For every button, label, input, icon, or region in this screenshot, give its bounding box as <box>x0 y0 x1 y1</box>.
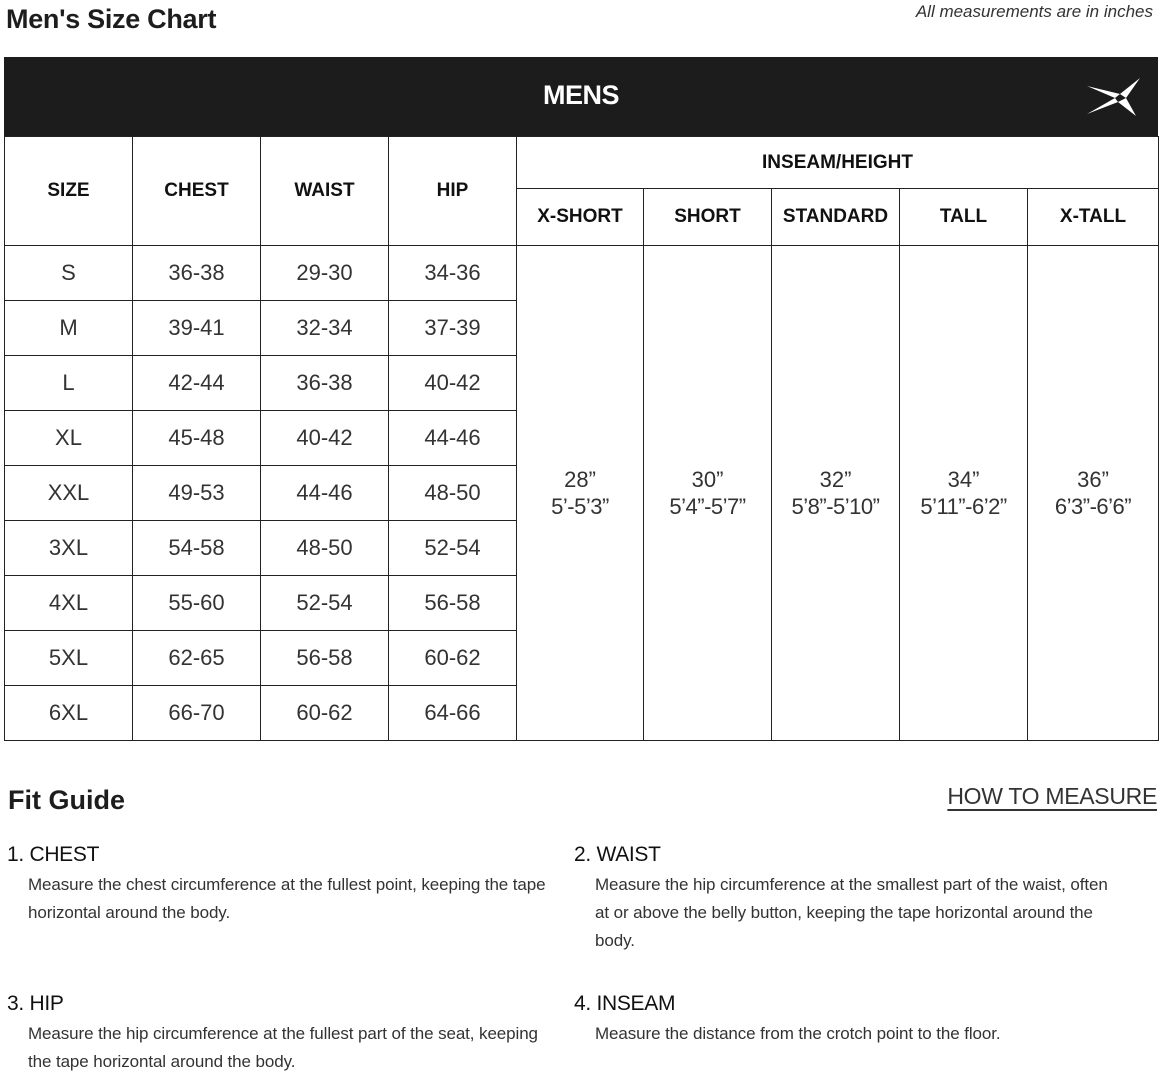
guide-item-inseam <box>574 992 1119 1048</box>
guide-item-chest <box>7 843 562 927</box>
header-tall: TALL <box>900 189 1028 246</box>
units-note: All measurements are in inches <box>915 2 1153 21</box>
chest-cell: 66-70 <box>133 686 261 741</box>
hip-cell: 37-39 <box>389 301 517 356</box>
header-size: SIZE <box>5 137 133 246</box>
inseam-x-tall-cell <box>1028 246 1159 741</box>
waist-cell: 56-58 <box>261 631 389 686</box>
chest-cell: 42-44 <box>133 356 261 411</box>
chart-banner <box>4 57 1158 136</box>
waist-cell: 40-42 <box>261 411 389 466</box>
waist-cell: 32-34 <box>261 301 389 356</box>
hip-cell: 48-50 <box>389 466 517 521</box>
chest-cell: 45-48 <box>133 411 261 466</box>
header-standard: STANDARD <box>772 189 900 246</box>
waist-cell: 48-50 <box>261 521 389 576</box>
waist-cell: 36-38 <box>261 356 389 411</box>
size-chart-table <box>4 136 1159 741</box>
chest-cell: 39-41 <box>133 301 261 356</box>
waist-cell: 60-62 <box>261 686 389 741</box>
header-short: SHORT <box>644 189 772 246</box>
guide-item-hip <box>7 992 562 1076</box>
table-row <box>5 246 1159 301</box>
chest-cell: 49-53 <box>133 466 261 521</box>
inseam-value: 32” <box>819 467 852 492</box>
size-cell: 5XL <box>5 631 133 686</box>
inseam-short-cell <box>644 246 772 741</box>
height-range: 6’3”-6’6” <box>1054 494 1132 519</box>
chest-cell: 36-38 <box>133 246 261 301</box>
banner-title: MENS <box>542 80 619 110</box>
inseam-value: 34” <box>947 467 980 492</box>
header-x-tall: X-TALL <box>1028 189 1159 246</box>
header-inseam-height: INSEAM/HEIGHT <box>517 137 1159 189</box>
guide-item-waist <box>574 843 1119 955</box>
header-hip: HIP <box>389 137 517 246</box>
size-cell: 3XL <box>5 521 133 576</box>
height-range: 5’11”-6’2” <box>920 494 1007 519</box>
header-x-short: X-SHORT <box>517 189 644 246</box>
guide-heading: 1. CHEST <box>7 843 100 866</box>
height-range: 5’4”-5’7” <box>669 494 746 519</box>
chest-cell: 54-58 <box>133 521 261 576</box>
page-title: Men's Size Chart <box>6 4 217 34</box>
inseam-standard-cell <box>772 246 900 741</box>
hip-cell: 56-58 <box>389 576 517 631</box>
hip-cell: 64-66 <box>389 686 517 741</box>
waist-cell: 44-46 <box>261 466 389 521</box>
guide-text: Measure the hip circumference at the fullest part of the seat, keeping the tape horizontal around the body. <box>28 1024 538 1071</box>
height-range: 5’8”-5’10” <box>791 494 880 519</box>
guide-heading: 3. HIP <box>7 992 64 1015</box>
inseam-x-short-cell <box>517 246 644 741</box>
hip-cell: 34-36 <box>389 246 517 301</box>
guide-text: Measure the hip circumference at the smallest part of the waist, often at or above the belly button, keeping the tape horizontal around the body. <box>595 875 1108 950</box>
size-cell: 6XL <box>5 686 133 741</box>
waist-cell: 29-30 <box>261 246 389 301</box>
guide-heading: 4. INSEAM <box>574 992 676 1015</box>
brand-logo-icon <box>1084 74 1142 118</box>
chest-cell: 55-60 <box>133 576 261 631</box>
fit-guide-title: Fit Guide <box>8 785 125 815</box>
size-cell: S <box>5 246 133 301</box>
waist-cell: 52-54 <box>261 576 389 631</box>
size-cell: M <box>5 301 133 356</box>
chest-cell: 62-65 <box>133 631 261 686</box>
header-chest: CHEST <box>133 137 261 246</box>
size-cell: 4XL <box>5 576 133 631</box>
size-cell: XXL <box>5 466 133 521</box>
guide-text: Measure the chest circumference at the fullest point, keeping the tape horizontal around the body. <box>28 875 546 922</box>
how-to-measure-link[interactable]: HOW TO MEASURE <box>947 783 1157 809</box>
inseam-tall-cell <box>900 246 1028 741</box>
height-range: 5’-5’3” <box>551 494 609 519</box>
size-cell: L <box>5 356 133 411</box>
inseam-value: 28” <box>564 467 596 492</box>
inseam-value: 30” <box>691 467 724 492</box>
size-cell: XL <box>5 411 133 466</box>
hip-cell: 60-62 <box>389 631 517 686</box>
hip-cell: 52-54 <box>389 521 517 576</box>
header-waist: WAIST <box>261 137 389 246</box>
guide-heading: 2. WAIST <box>574 843 661 866</box>
guide-text: Measure the distance from the crotch point to the floor. <box>595 1024 1001 1043</box>
hip-cell: 40-42 <box>389 356 517 411</box>
inseam-value: 36” <box>1077 467 1109 492</box>
hip-cell: 44-46 <box>389 411 517 466</box>
